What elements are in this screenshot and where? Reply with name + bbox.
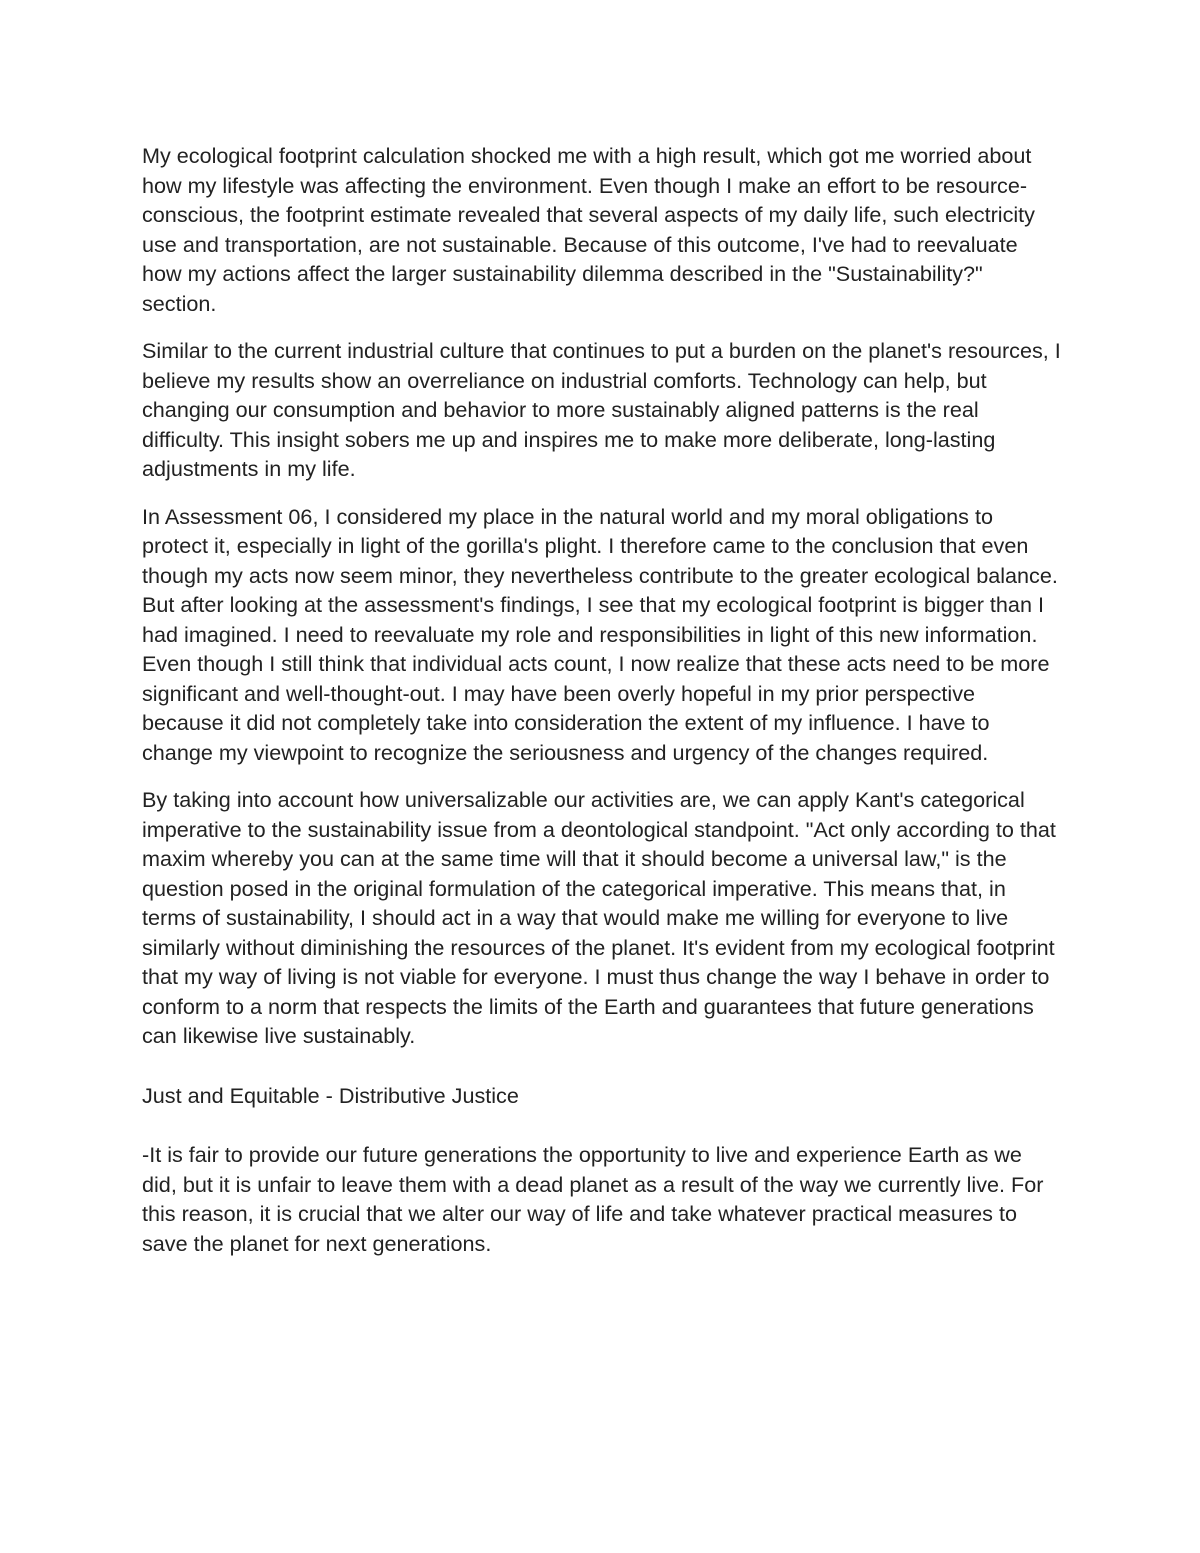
- document-body: [142, 141, 1062, 1276]
- paragraph-footprint-result: My ecological footprint calculation shocked me with a high result, which got me worried about how my lifestyle was affecting the environment. Even though I make an effort to be resource-conscious, the footprint estimate revealed that several aspects of my daily life, such electricity use and transportation, are not sustainable. Because of this outcome, I've had to reevaluate how my actions affect the larger sustainability dilemma described in the "Sustainability?" section.: [142, 143, 1035, 316]
- paragraph-future-generations: -It is fair to provide our future generations the opportunity to live and experience Earth as we did, but it is unfair to leave them with a dead planet as a result of the way we currently live. For this reason, it is crucial that we alter our way of life and take whatever practical measures to save the planet for next generations.: [142, 1142, 1044, 1256]
- paragraph-categorical-imperative: By taking into account how universalizable our activities are, we can apply Kant's categorical imperative to the sustainability issue from a deontological standpoint. "Act only according to that maxim whereby you can at the same time will that it should become a universal law," is the question posed in the original formulation of the categorical imperative. This means that, in terms of sustainability, I should act in a way that would make me willing for everyone to live similarly without diminishing the resources of the planet. It's evident from my ecological footprint that my way of living is not viable for everyone. I must thus change the way I behave in order to conform to a norm that respects the limits of the Earth and guarantees that future generations can likewise live sustainably.: [142, 787, 1056, 1048]
- paragraph-assessment-06: In Assessment 06, I considered my place in the natural world and my moral obligations to protect it, especially in light of the gorilla's plight. I therefore came to the conclusion that even though my acts now seem minor, they nevertheless contribute to the greater ecological balance. But after looking at the assessment's findings, I see that my ecological footprint is bigger than I had imagined. I need to reevaluate my role and responsibilities in light of this new information. Even though I still think that individual acts count, I now realize that these acts need to be more significant and well-thought-out. I may have been overly hopeful in my prior perspective because it did not completely take into consideration the extent of my influence. I have to change my viewpoint to recognize the seriousness and urgency of the changes required.: [142, 503, 1058, 765]
- section-heading-distributive-justice: Just and Equitable - Distributive Justice: [142, 1082, 519, 1108]
- paragraph-industrial-culture: Similar to the current industrial culture that continues to put a burden on the planet's resources, I believe my results show an overreliance on industrial comforts. Technology can help, but changing our consumption and behavior to more sustainably aligned patterns is the real difficulty. This insight sobers me up and inspires me to make more deliberate, long-lasting adjustments in my life.: [142, 338, 1061, 481]
